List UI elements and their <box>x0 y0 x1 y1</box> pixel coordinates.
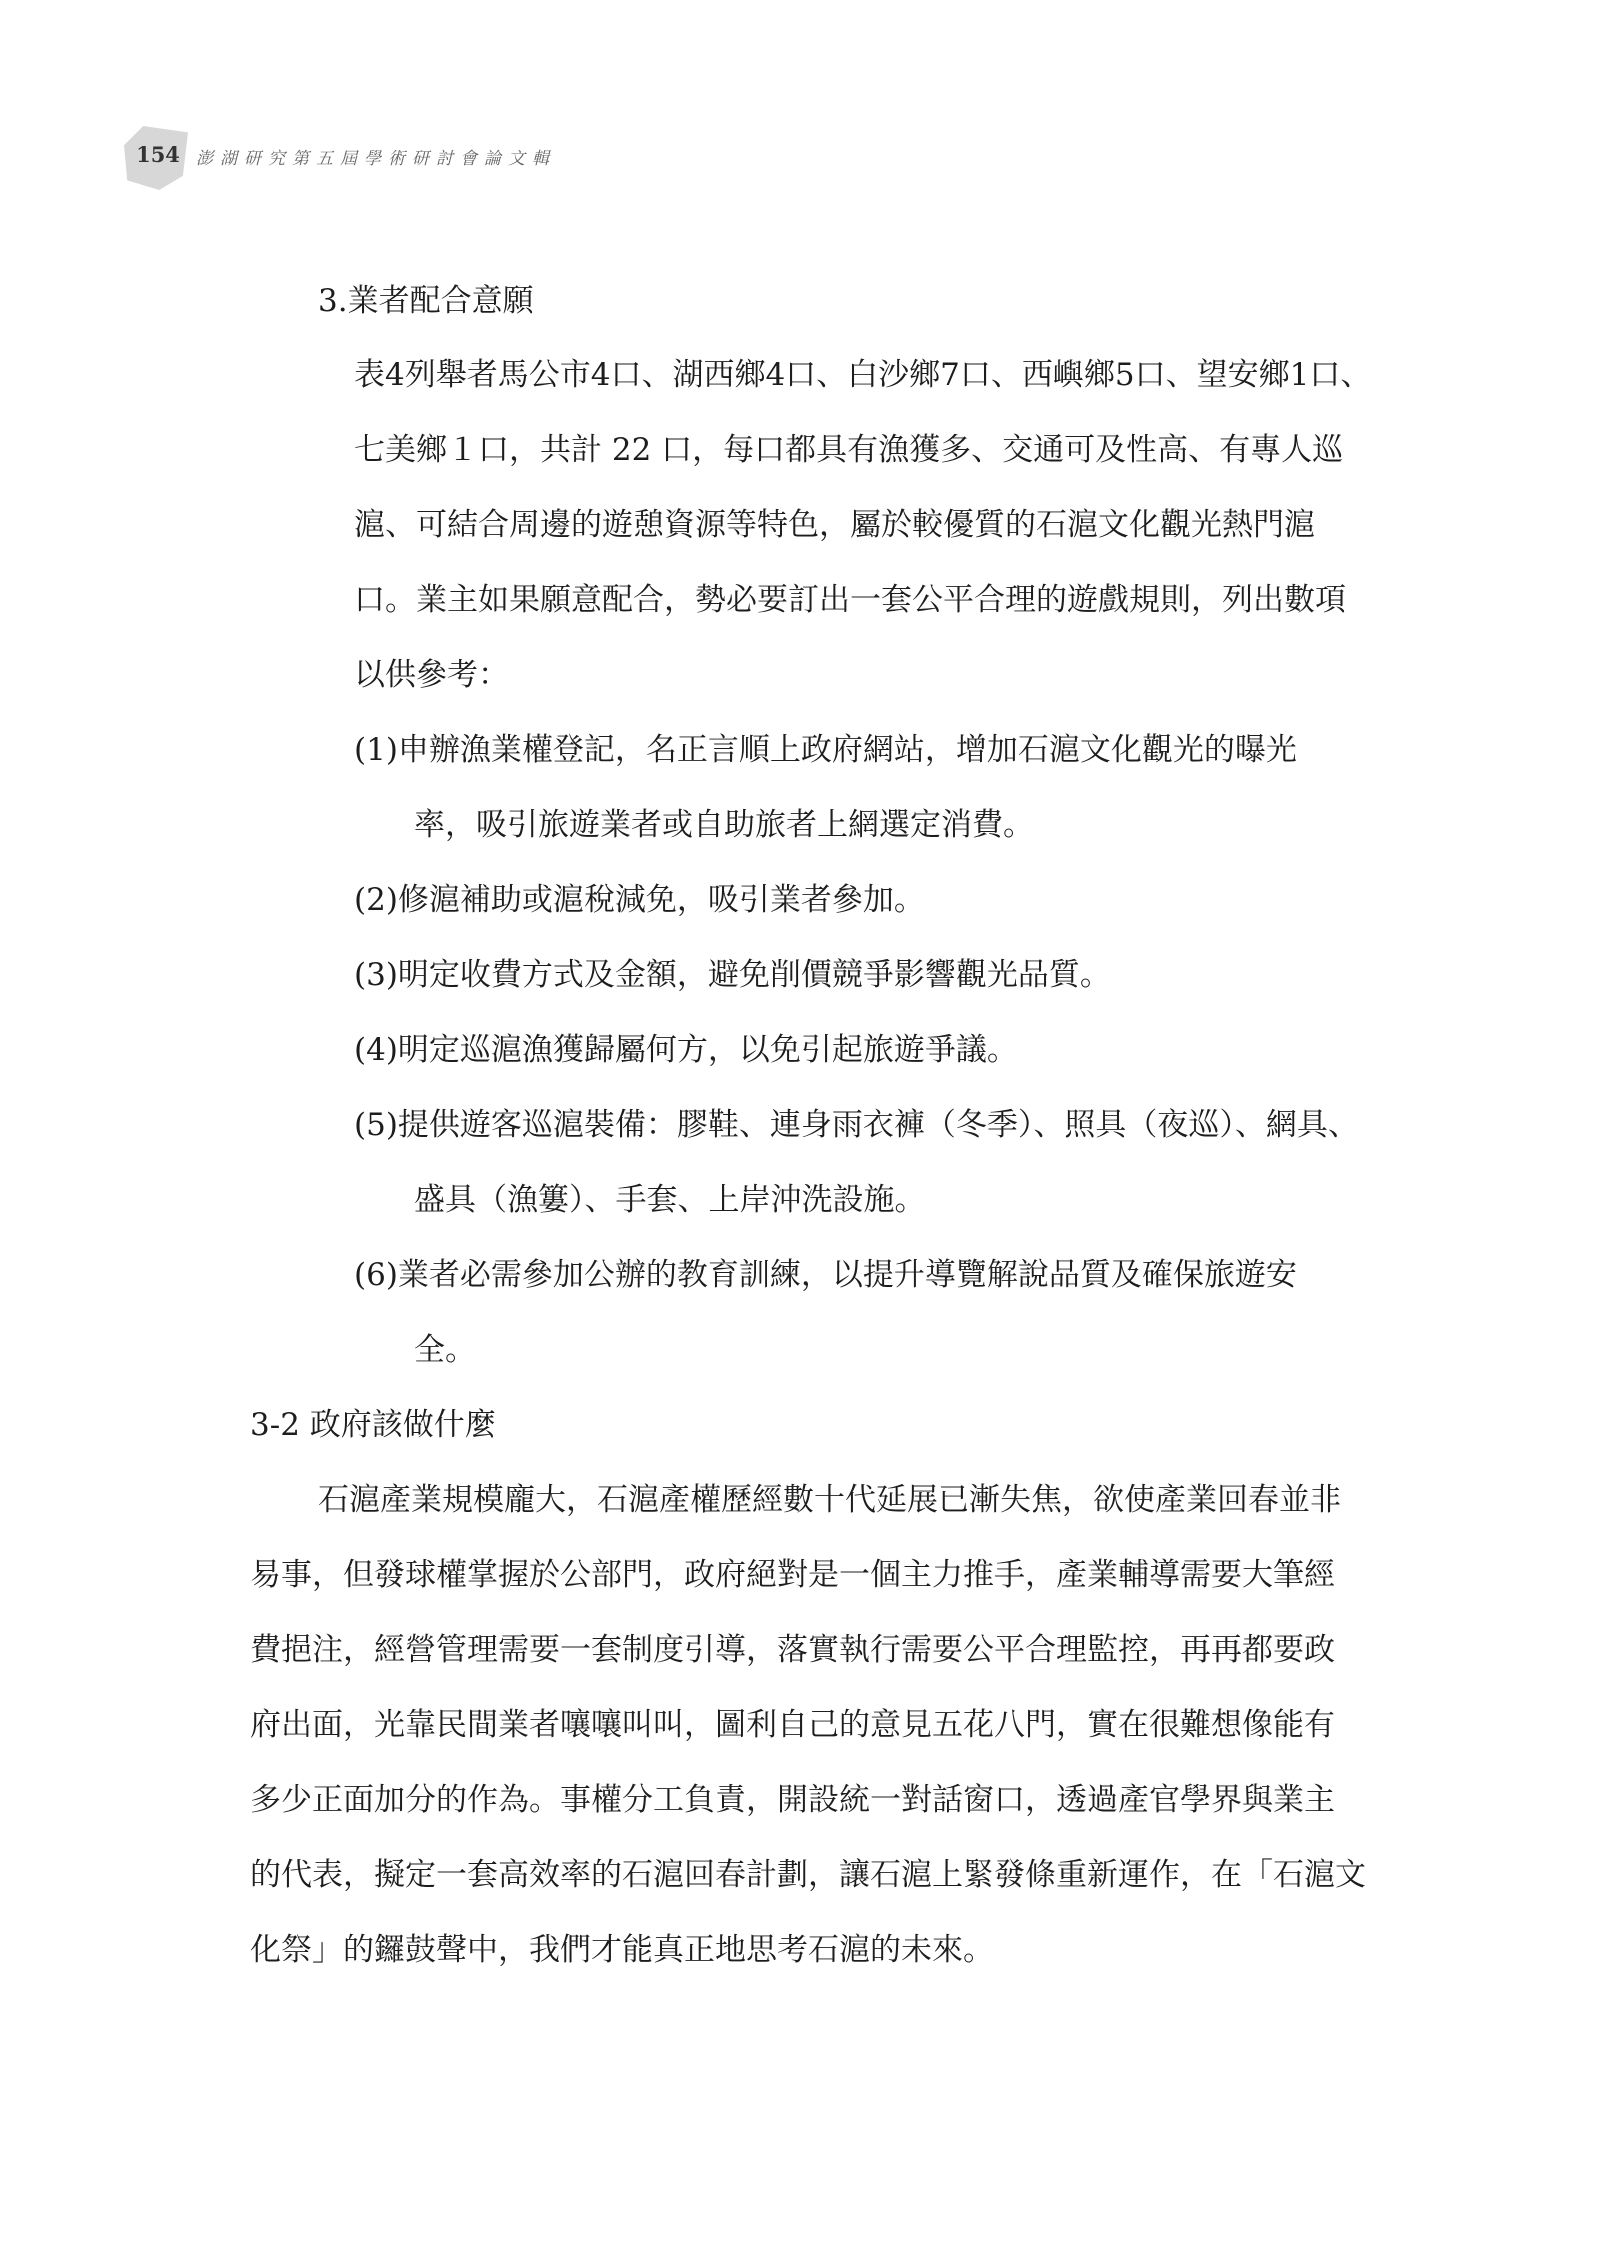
section-heading: 3-2 政府該做什麼 <box>250 1407 496 1443</box>
paragraph-line: 的代表，擬定一套高效率的石滬回春計劃，讓石滬上緊發條重新運作，在「石滬文 <box>250 1857 1366 1893</box>
running-title: 澎湖研究第五屆學術研討會論文輯 <box>196 149 556 169</box>
list-item: (1)申辦漁業權登記，名正言順上政府網站，增加石滬文化觀光的曝光 <box>354 732 1297 768</box>
paragraph-line: 滬、可結合周邊的遊憩資源等特色，屬於較優質的石滬文化觀光熱門滬 <box>354 507 1315 543</box>
paragraph-line: 七美鄉１口，共計 22 口，每口都具有漁獲多、交通可及性高、有專人巡 <box>354 432 1344 468</box>
list-item: (5)提供遊客巡滬裝備：膠鞋、連身雨衣褲（冬季）、照具（夜巡）、網具、 <box>354 1107 1359 1143</box>
list-item: (2)修滬補助或滬稅減免，吸引業者參加。 <box>354 882 925 918</box>
list-item-continuation: 盛具（漁簍）、手套、上岸沖洗設施。 <box>414 1182 926 1218</box>
page-header <box>124 126 824 186</box>
paragraph-line: 石滬產業規模龐大，石滬產權歷經數十代延展已漸失焦，欲使產業回春並非 <box>318 1482 1341 1518</box>
list-item: (4)明定巡滬漁獲歸屬何方，以免引起旅遊爭議。 <box>354 1032 1018 1068</box>
list-item-continuation: 率，吸引旅遊業者或自助旅者上網選定消費。 <box>414 807 1034 843</box>
paragraph-line: 府出面，光靠民間業者嚷嚷叫叫，圖利自己的意見五花八門，實在很難想像能有 <box>250 1707 1335 1743</box>
section-heading: 3.業者配合意願 <box>318 283 534 319</box>
paragraph-line: 表4列舉者馬公市4口、湖西鄉4口、白沙鄉7口、西嶼鄉5口、望安鄉1口、 <box>354 357 1372 393</box>
paragraph-line: 口。業主如果願意配合，勢必要訂出一套公平合理的遊戲規則，列出數項 <box>354 582 1346 618</box>
list-item-continuation: 全。 <box>414 1332 476 1368</box>
paragraph-line: 化祭」的鑼鼓聲中，我們才能真正地思考石滬的未來。 <box>250 1932 994 1968</box>
list-item: (6)業者必需參加公辦的教育訓練，以提升導覽解說品質及確保旅遊安 <box>354 1257 1297 1293</box>
paragraph-line: 費挹注，經營管理需要一套制度引導，落實執行需要公平合理監控，再再都要政 <box>250 1632 1335 1668</box>
page-number: 154 <box>136 142 180 167</box>
list-item: (3)明定收費方式及金額，避免削價競爭影響觀光品質。 <box>354 957 1111 993</box>
paragraph-line: 易事，但發球權掌握於公部門，政府絕對是一個主力推手，產業輔導需要大筆經 <box>250 1557 1335 1593</box>
paragraph-line: 以供參考： <box>354 657 509 693</box>
paragraph-line: 多少正面加分的作為。事權分工負責，開設統一對話窗口，透過產官學界與業主 <box>250 1782 1335 1818</box>
